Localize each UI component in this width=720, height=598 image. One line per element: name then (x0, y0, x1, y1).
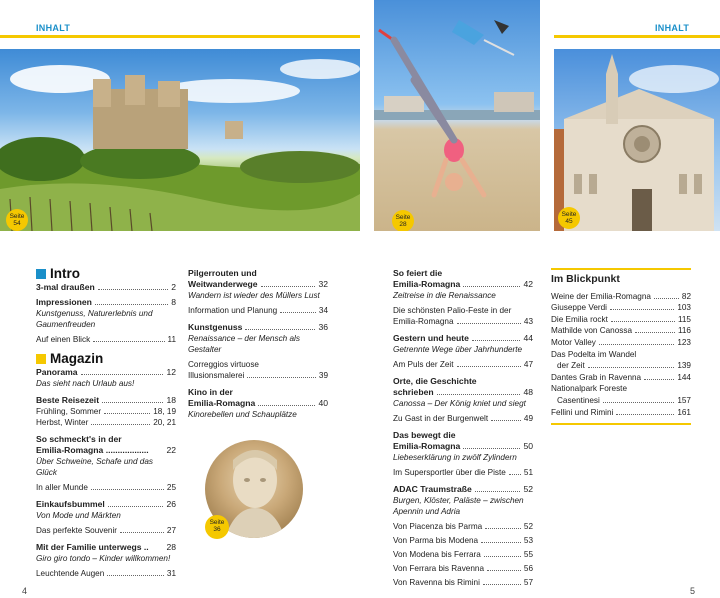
header-rule-left (0, 35, 360, 38)
toc-entry[interactable]: Leuchtende Augen 31 (36, 569, 176, 578)
toc-entry[interactable]: Im Supersportler über die Piste 51 (393, 468, 533, 477)
cathedral-photo (554, 49, 720, 231)
page-number-right: 5 (690, 586, 696, 596)
toc-entry[interactable]: Frühling, Sommer 18, 19 (36, 407, 176, 416)
toc-entry[interactable]: ADAC Traumstraße 52 Burgen, Klöster, Paläste – zwischen Apennin und Adria (393, 484, 533, 516)
toc-entry[interactable]: Von Ravenna bis Rimini 57 (393, 578, 533, 587)
toc-entry[interactable]: Impressionen 8 Kunstgenuss, Naturerlebnis und Gaumenfreuden (36, 297, 176, 329)
toc-entry[interactable]: So schmeckt's in der Emilia-Romagna .................. 22 Über Schweine, Schafe und das Glück (36, 434, 176, 477)
section-intro-heading: Intro (36, 268, 176, 279)
toc-entry[interactable]: Mit der Familie unterwegs .. 28 Giro giro tondo – Kinder willkommen! (36, 542, 176, 563)
blickpunkt-box (551, 268, 691, 425)
cartwheel-photo (374, 0, 540, 231)
toc-entry-text: Correggios virtuose (188, 360, 259, 369)
blickpunkt-entry[interactable]: Dantes Grab in Ravenna 144 (551, 372, 691, 382)
toc-entry[interactable]: Pilgerrouten und Weitwanderwege 32 Wandern ist wieder des Müllers Lust (188, 268, 328, 300)
toc-entry[interactable]: Illusionsmalerei 39 (188, 371, 328, 380)
toc-entry[interactable]: So feiert die Emilia-Romagna 42 Zeitreise in die Renaissance (393, 268, 533, 300)
toc-column-1 (36, 268, 176, 579)
castle-photo (0, 49, 360, 231)
header-label-left: INHALT (36, 23, 71, 33)
blickpunkt-title: Im Blickpunkt (551, 273, 620, 285)
toc-entry[interactable]: Zu Gast in der Burgenwelt 49 (393, 414, 533, 423)
toc-entry[interactable]: 3-mal draußen 2 (36, 282, 176, 292)
toc-entry[interactable]: Herbst, Winter 20, 21 (36, 418, 176, 427)
toc-entry[interactable]: Information und Planung 34 (188, 306, 328, 315)
toc-entry[interactable]: Am Puls der Zeit 47 (393, 360, 533, 369)
toc-entry[interactable]: Kino in der Emilia-Romagna 40 Kinorebellen und Schauplätze (188, 387, 328, 419)
section-magazin-heading: Magazin (36, 353, 176, 364)
page-number-left: 4 (22, 586, 28, 596)
blickpunkt-entry[interactable]: Nationalpark Foreste Casentinesi 157 (551, 384, 691, 405)
page-badge-dom: Seite 45 (558, 207, 580, 229)
header-rule-right (554, 35, 720, 38)
toc-column-2 (188, 268, 328, 424)
blickpunkt-entry[interactable]: Die Emilia rockt 115 (551, 314, 691, 324)
blue-square-icon (36, 269, 46, 279)
toc-entry[interactable]: Gestern und heute 44 Getrennte Wege über Jahrhunderte (393, 333, 533, 354)
blickpunkt-entry[interactable]: Das Podelta im Wandel der Zeit 139 (551, 349, 691, 371)
blickpunkt-entry[interactable]: Motor Valley 123 (551, 337, 691, 347)
page-badge-bust: Seite 36 (205, 515, 229, 539)
toc-entry[interactable]: Von Piacenza bis Parma 52 (393, 522, 533, 531)
toc-column-3 (393, 268, 533, 588)
toc-entry[interactable]: In aller Munde 25 (36, 483, 176, 492)
yellow-square-icon (36, 354, 46, 364)
toc-entry[interactable]: Panorama 12 Das sieht nach Urlaub aus! (36, 367, 176, 388)
toc-entry[interactable]: Auf einen Blick 11 (36, 335, 176, 344)
header-label-right: INHALT (655, 23, 690, 33)
toc-entry-text: Die schönsten Palio-Feste in der (393, 306, 512, 315)
toc-entry[interactable]: Einkaufsbummel 26 Von Mode und Märkten (36, 499, 176, 520)
toc-entry[interactable]: Emilia-Romagna 43 (393, 317, 533, 326)
blickpunkt-entry[interactable]: Giuseppe Verdi 103 (551, 303, 691, 313)
blickpunkt-entry[interactable]: Fellini und Rimini 161 (551, 407, 691, 417)
beach-illustration (374, 0, 540, 231)
toc-entry[interactable]: Beste Reisezeit 18 (36, 395, 176, 405)
toc-entry[interactable]: Orte, die Geschichte schrieben 48 Canossa – Der König kniet und siegt (393, 376, 533, 408)
toc-entry[interactable]: Von Ferrara bis Ravenna 56 (393, 564, 533, 573)
page-badge-kite: Seite 28 (392, 210, 414, 231)
cathedral-illustration (554, 49, 720, 231)
page-badge-castle: Seite 54 (6, 209, 28, 231)
toc-entry[interactable]: Kunstgenuss 36 Renaissance – der Mensch als Gestalter (188, 322, 328, 354)
blickpunkt-entry[interactable]: Mathilde von Canossa 116 (551, 326, 691, 336)
toc-entry[interactable]: Von Modena bis Ferrara 55 (393, 550, 533, 559)
blickpunkt-entry[interactable]: Weine der Emilia-Romagna 82 (551, 291, 691, 301)
toc-entry[interactable]: Das perfekte Souvenir 27 (36, 526, 176, 535)
landscape-illustration (0, 49, 360, 231)
toc-entry[interactable]: Von Parma bis Modena 53 (393, 536, 533, 545)
toc-entry[interactable]: Das bewegt die Emilia-Romagna 50 Liebeserklärung in zwölf Zylindern (393, 430, 533, 462)
